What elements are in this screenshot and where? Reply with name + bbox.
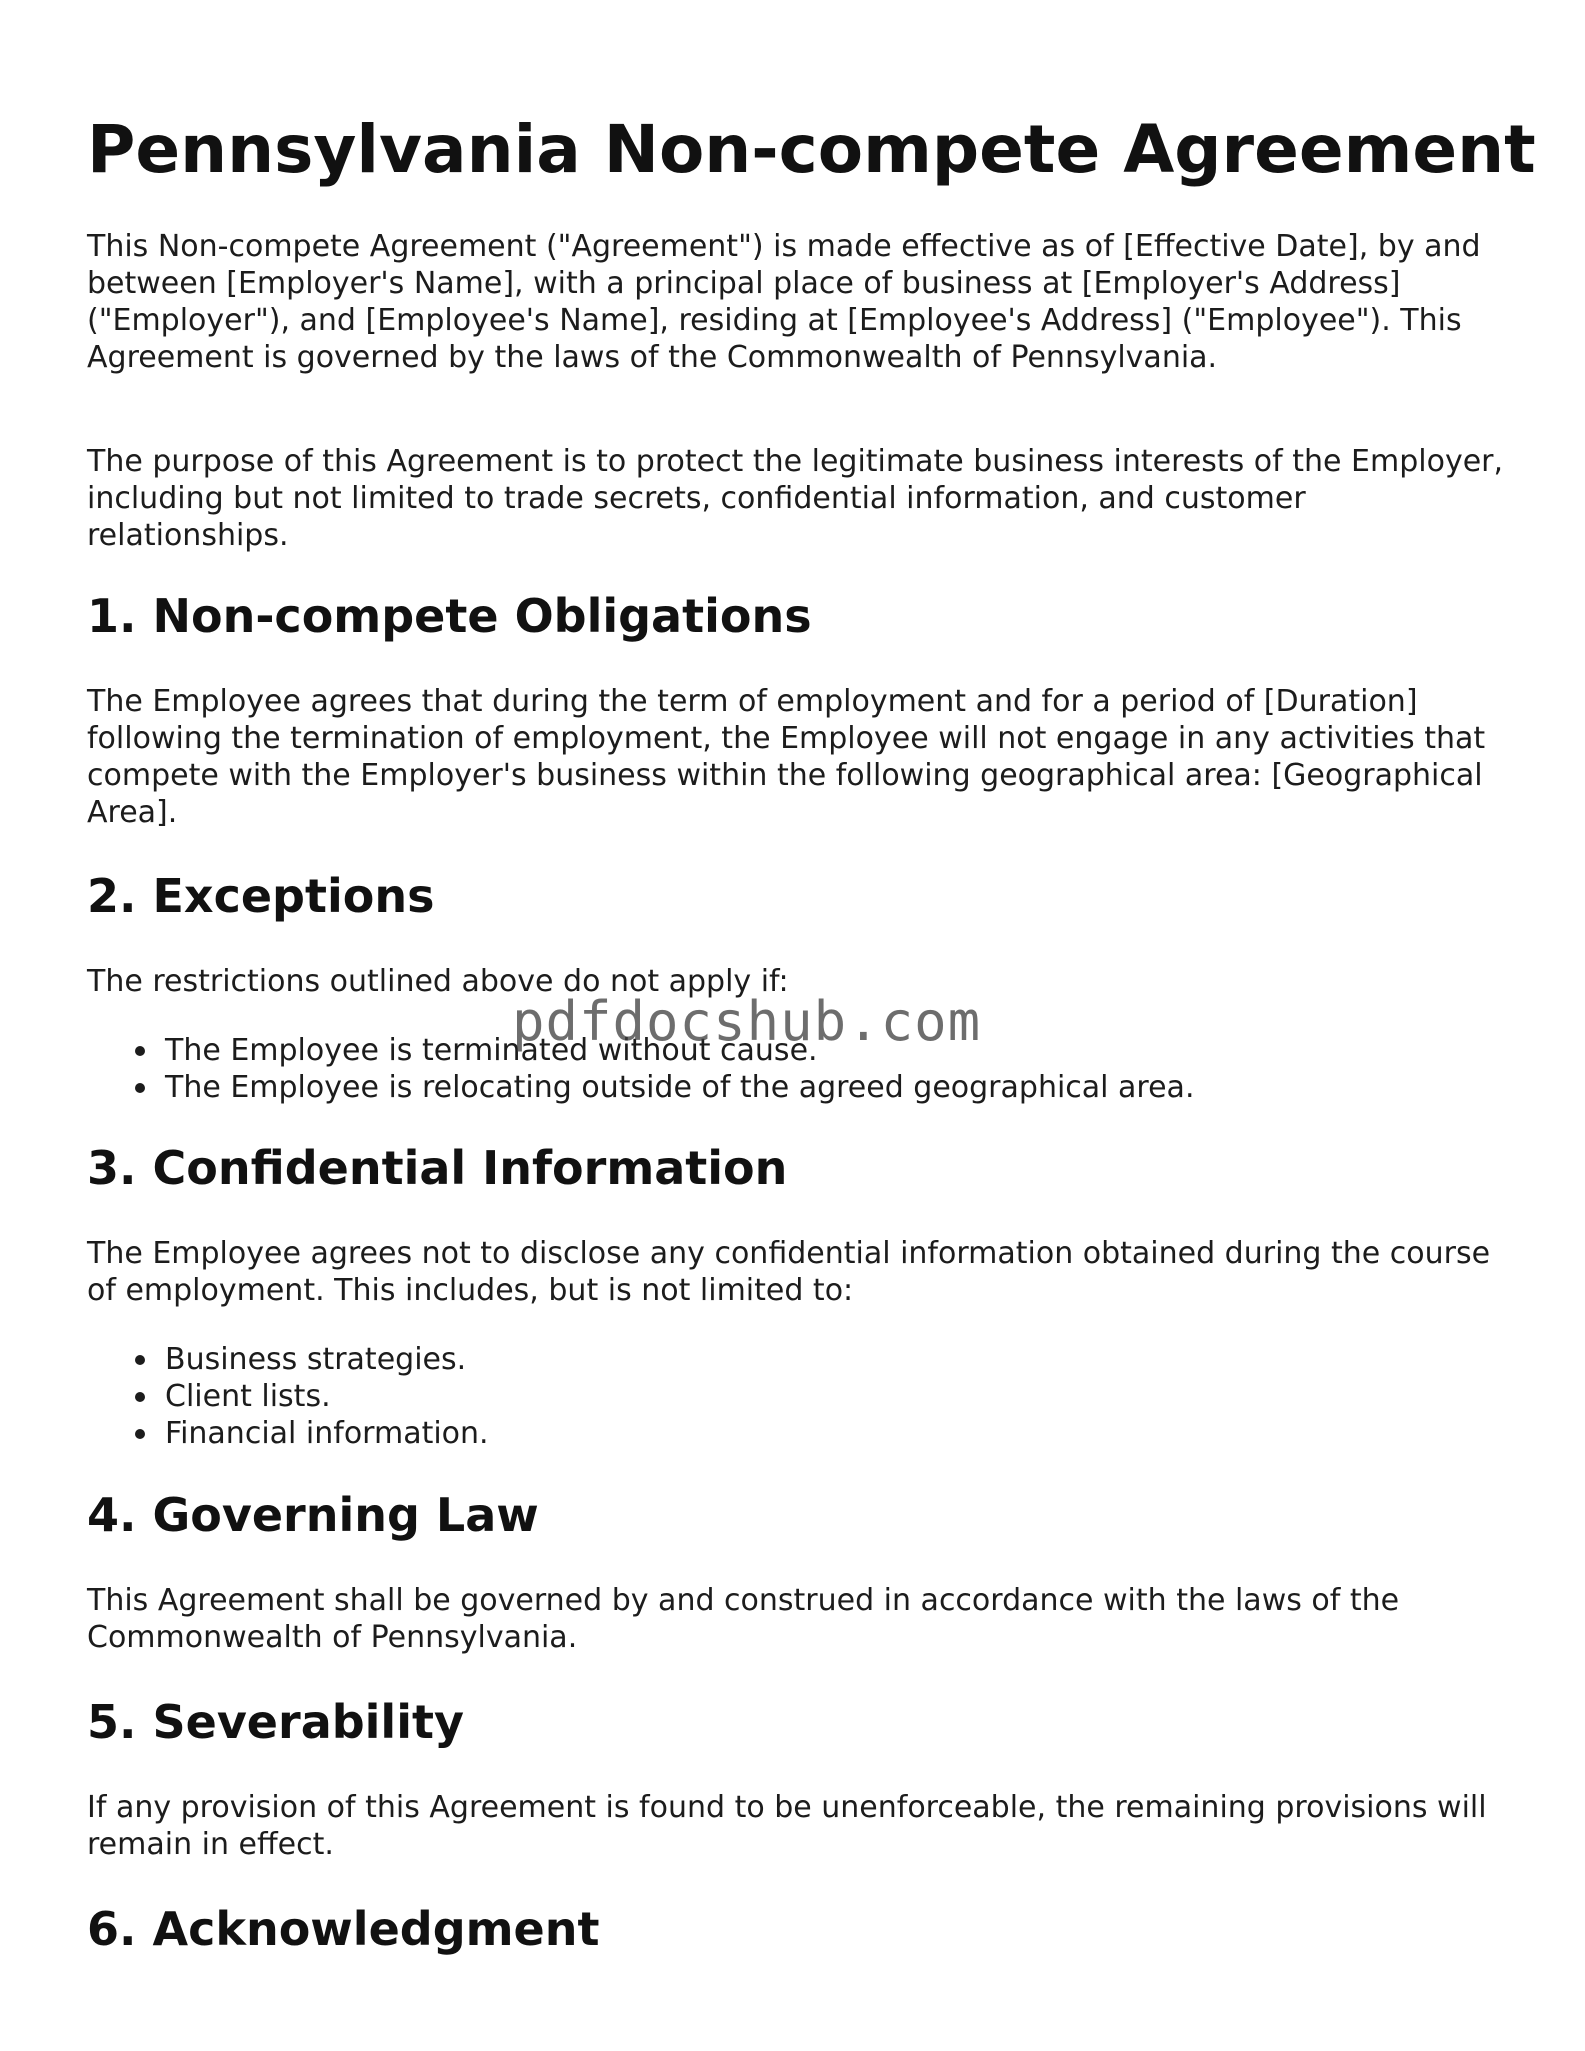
list-item: The Employee is relocating outside of the agreed geographical area. xyxy=(165,1069,1505,1106)
section-heading-non-compete: 1. Non-compete Obligations xyxy=(87,589,812,643)
list-item: Financial information. xyxy=(165,1415,1505,1452)
section-body-governing-law: This Agreement shall be governed by and construed in accordance with the laws of the Commonwealth of Pennsylvania. xyxy=(87,1583,1400,1655)
intro-paragraph-effective-date: This Non-compete Agreement ("Agreement") is made effective as of [Effective Date], by and between [Employer's Name], with a principal place of business at [Employer's Address] ("Employer"), and [Employee's Name], residing at [Employee's Address] ("Employee"). This Agreement is governed by the laws of the Commonwealth of Pennsylvania. xyxy=(87,229,1481,375)
watermark-text: pdfdocshub.com xyxy=(512,990,982,1053)
section-heading-exceptions: 2. Exceptions xyxy=(87,869,435,923)
section-body-confidential: The Employee agrees not to disclose any confidential information obtained during the course of employment. This includes, but is not limited to: xyxy=(87,1236,1491,1308)
section-body-non-compete: The Employee agrees that during the term of employment and for a period of [Duration] following the termination of employment, the Employee will not engage in any activities that compete with the Employer's business within the following geographical area: [Geographical Area]. xyxy=(87,684,1486,830)
document-title: Pennsylvania Non-compete Agreement xyxy=(87,111,1536,188)
section-heading-governing-law: 4. Governing Law xyxy=(87,1488,539,1542)
list-item: Client lists. xyxy=(165,1378,1505,1415)
section-heading-confidential: 3. Confidential Information xyxy=(87,1141,788,1195)
section-body-exceptions: The restrictions outlined above do not apply if: xyxy=(87,964,789,999)
section-heading-acknowledgment: 6. Acknowledgment xyxy=(87,1902,600,1956)
list-item: Business strategies. xyxy=(165,1341,1505,1378)
intro-paragraph-purpose: The purpose of this Agreement is to protect the legitimate business interests of the Employer, including but not limited to trade secrets, confidential information, and customer relationships. xyxy=(87,444,1504,553)
list-item: The Employee is terminated without cause. xyxy=(165,1032,1505,1069)
section-body-severability: If any provision of this Agreement is found to be unenforceable, the remaining provisions will remain in effect. xyxy=(87,1790,1487,1862)
section-heading-severability: 5. Severability xyxy=(87,1695,464,1749)
confidential-list xyxy=(87,1341,1505,1452)
